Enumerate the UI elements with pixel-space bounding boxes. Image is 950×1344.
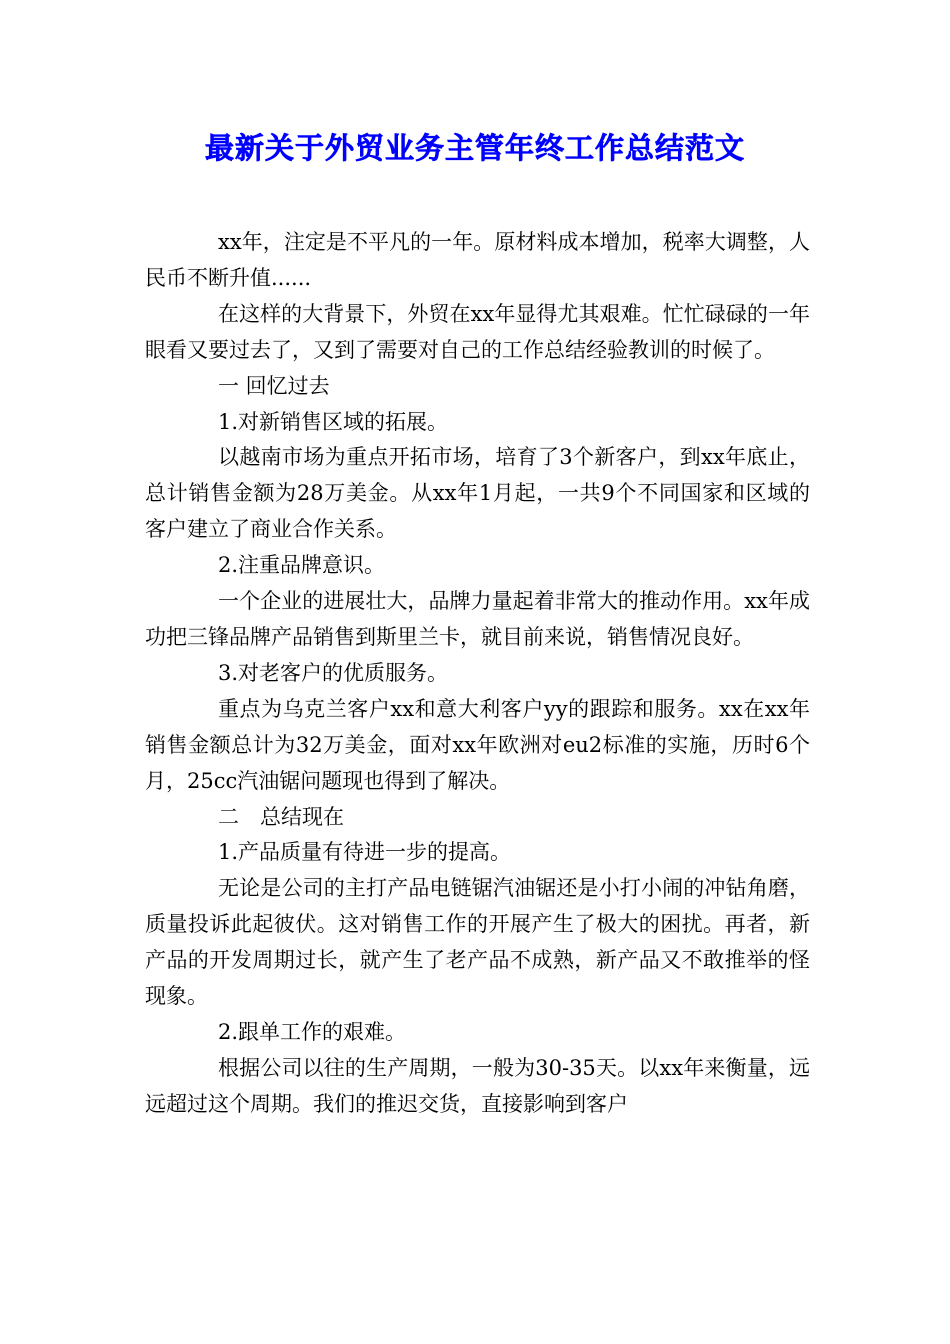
paragraph: 以越南市场为重点开拓市场，培育了3个新客户，到xx年底止，总计销售金额为28万美金。从xx年1月起，一共9个不同国家和区域的客户建立了商业合作关系。 bbox=[145, 445, 810, 542]
subheading: 2.跟单工作的艰难。 bbox=[218, 1019, 407, 1044]
document-body bbox=[145, 225, 810, 1123]
document-title: 最新关于外贸业务主管年终工作总结范文 bbox=[204, 131, 745, 165]
paragraph: 重点为乌克兰客户xx和意大利客户yy的跟踪和服务。xx在xx年销售金额总计为32万美金，面对xx年欧洲对eu2标准的实施，历时6个月，25cc汽油锯问题现也得到了解决。 bbox=[145, 696, 810, 793]
subheading: 3.对老客户的优质服务。 bbox=[218, 660, 449, 685]
paragraph: 一个企业的进展壮大，品牌力量起着非常大的推动作用。xx年成功把三锋品牌产品销售到斯里兰卡，就目前来说，销售情况良好。 bbox=[145, 589, 810, 649]
paragraph: xx年，注定是不平凡的一年。原材料成本增加，税率大调整，人民币不断升值...... bbox=[145, 230, 810, 290]
section-heading: 二 总结现在 bbox=[218, 804, 344, 829]
subheading: 1.产品质量有待进一步的提高。 bbox=[218, 840, 512, 865]
paragraph: 根据公司以往的生产周期，一般为30-35天。以xx年来衡量，远远超过这个周期。我们的推迟交货，直接影响到客户 bbox=[145, 1055, 810, 1116]
paragraph: 在这样的大背景下，外贸在xx年显得尤其艰难。忙忙碌碌的一年眼看又要过去了，又到了需要对自己的工作总结经验教训的时候了。 bbox=[145, 301, 810, 362]
subheading: 1.对新销售区域的拓展。 bbox=[218, 409, 449, 434]
paragraph: 无论是公司的主打产品电链锯汽油锯还是小打小闹的冲钻角磨，质量投诉此起彼伏。这对销售工作的开展产生了极大的困扰。再者，新产品的开发周期过长，就产生了老产品不成熟，新产品又不敢推举的怪现象。 bbox=[145, 876, 810, 1009]
section-heading: 一 回忆过去 bbox=[218, 373, 330, 398]
subheading: 2.注重品牌意识。 bbox=[218, 553, 386, 578]
